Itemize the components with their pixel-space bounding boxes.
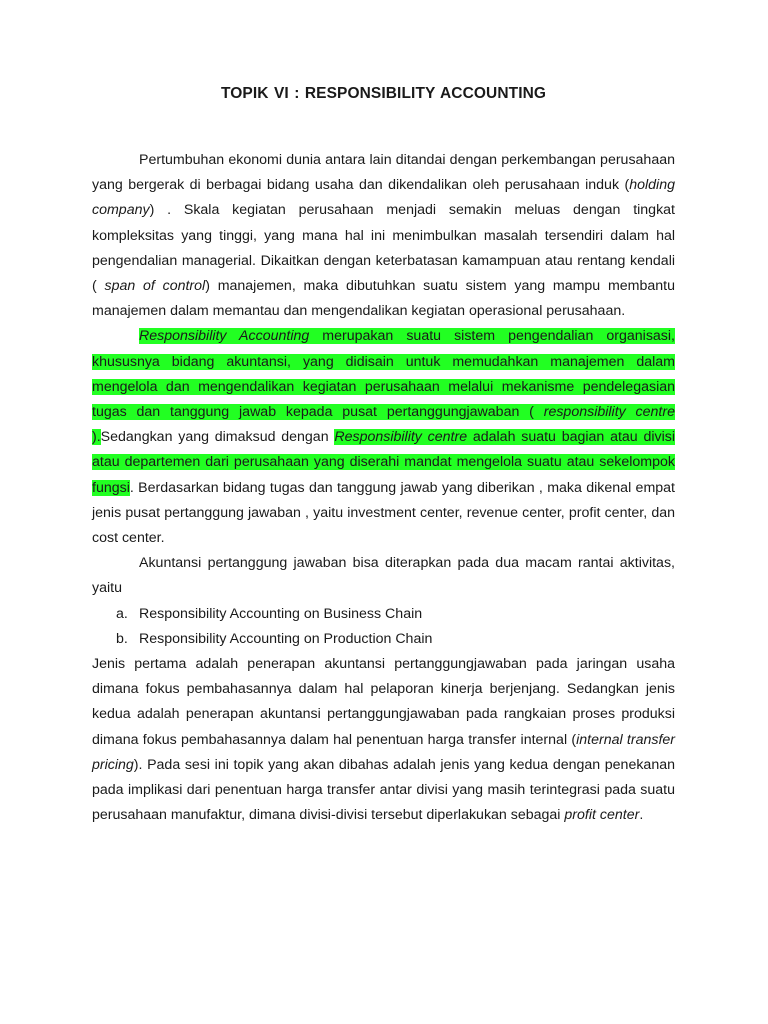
italic-term: Responsibility centre [334,429,468,446]
highlighted-text [92,328,675,445]
list-marker: a. [116,605,128,622]
text-run: Pertumbuhan ekonomi dunia antara lain ditandai dengan perkembangan perusahaan yang bergerak di berbagai bidang usaha dan dikendalikan oleh perusahaan induk ( [92,152,675,194]
text-run: Sedangkan yang dimaksud dengan [100,429,335,446]
document-page [92,84,675,828]
italic-term: Responsibility Accounting [139,328,310,345]
text-run: merupakan suatu sistem pengendalian organisasi, khususnya bidang akuntansi, yang didisain untuk memudahkan manajemen dalam mengelola dan mengendalikan kegiatan perusahaan melalui mekanisme pendelegasian tugas dan tanggung jawab kepada pusat pertanggungjawaban ( [92,328,675,421]
paragraph-chain-types [92,652,675,828]
italic-term: span of control [104,278,206,295]
list-marker: b. [116,630,128,647]
list-item [92,627,675,652]
text-run: ). Pada sesi ini topik yang akan dibahas adalah jenis yang kedua dengan penekanan pada implikasi dari penentuan harga transfer antar divisi yang masih terintegrasi pada suatu perusahaan manufaktur, dimana divisi-divisi tersebut diperlakukan sebagai [92,756,675,824]
paragraph-intro [92,148,675,324]
text-run: ) manajemen, maka dibutuhkan suatu sistem yang mampu membantu manajemen dalam memantau dan mengendalikan kegiatan operasional perusahaan. [92,278,675,320]
list-item-text: Responsibility Accounting on Business Chain [139,605,423,622]
text-run: adalah suatu bagian atau divisi atau departemen dari perusahaan yang diserahi mandat mengelola suatu atau sekelompok fungsi [92,429,675,496]
italic-term: holding company [92,177,675,219]
list-item [92,602,675,627]
paragraph-activity-chains: Akuntansi pertanggung jawaban bisa diterapkan pada dua macam rantai aktivitas, yaitu [92,555,675,597]
text-run: . Berdasarkan bidang tugas dan tanggung jawab yang diberikan , maka dikenal empat jenis pusat pertanggung jawaban , yaitu investment center, revenue center, profit center, dan cost center. [92,479,675,547]
page-title: TOPIK VI : RESPONSIBILITY ACCOUNTING [220,85,547,102]
text-run: ) . Skala kegiatan perusahaan menjadi semakin meluas dengan tingkat kompleksitas yang tinggi, yang mana hal ini menimbulkan masalah tersendiri dalam hal pengendalian managerial. Dikaitkan dengan keterbatasan kamampuan atau rentang kendali ( [92,202,675,295]
text-run: Jenis pertama adalah penerapan akuntansi pertanggungjawaban pada jaringan usaha dimana fokus pembahasannya dalam hal pelaporan kinerja berjenjang. Sedangkan jenis kedua adalah penerapan akuntansi pertanggungjawaban pada rangkaian proses produksi dimana fokus pembahasannya dalam hal penentuan harga transfer internal ( [92,656,675,748]
italic-term: responsibility centre [543,404,675,421]
list-item-text: Responsibility Accounting on Production Chain [139,630,433,647]
text-run: . [639,807,644,824]
paragraph-responsibility-accounting [92,324,675,551]
italic-term: internal transfer pricing [92,731,675,773]
text-run: ). [92,429,101,446]
chain-list [92,602,675,652]
italic-term: profit center [564,807,640,824]
